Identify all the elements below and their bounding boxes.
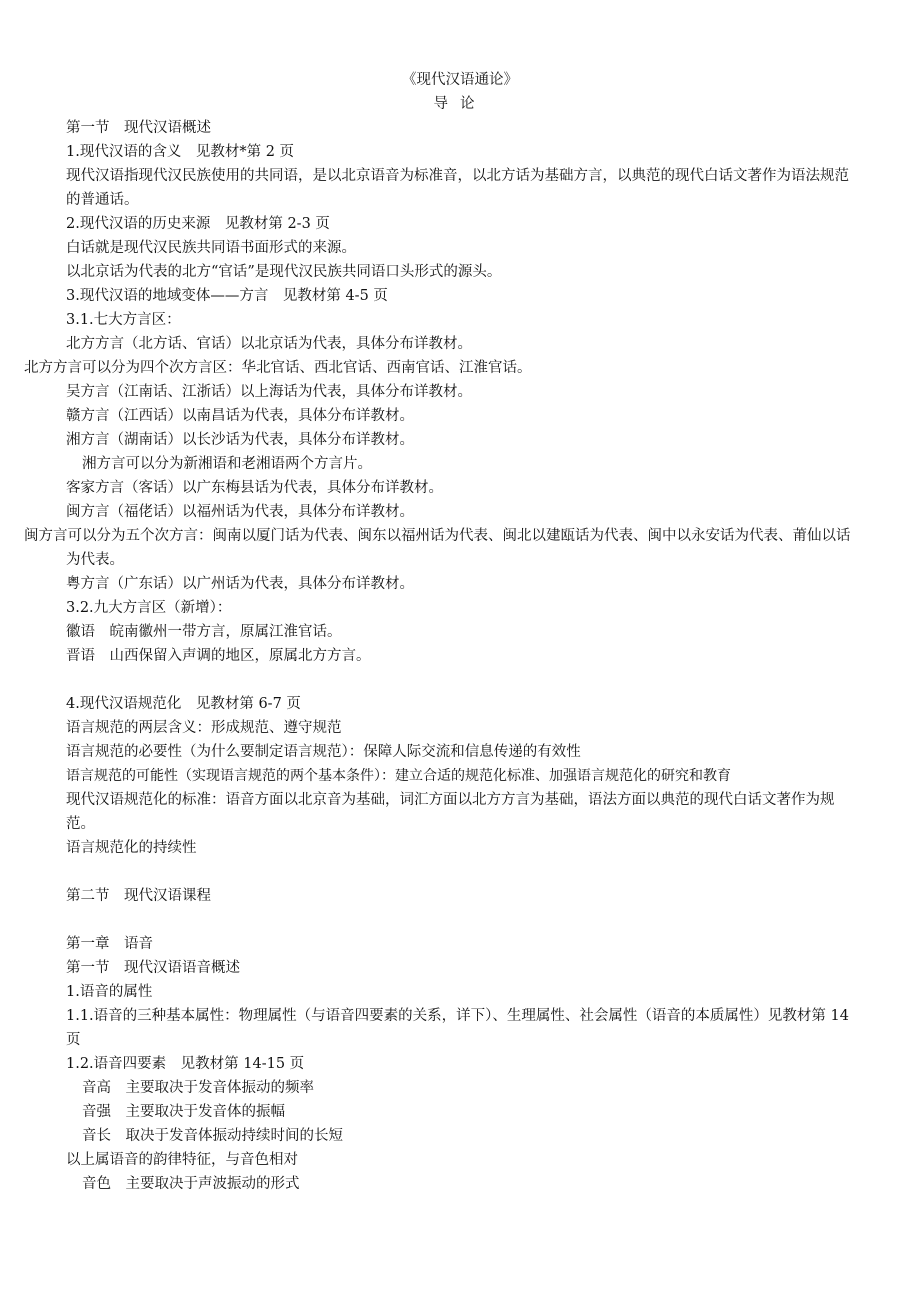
paragraph: 客家方言（客话）以广东梅县话为代表，具体分布详教材。 (66, 480, 443, 496)
paragraph: 语言规范的必要性（为什么要制定语言规范）：保障人际交流和信息传递的有效性 (66, 744, 581, 760)
paragraph: 晋语 山西保留入声调的地区，原属北方方言。 (66, 648, 371, 664)
paragraph: 白话就是现代汉民族共同语书面形式的来源。 (66, 240, 356, 256)
paragraph-hanging (24, 524, 858, 572)
item-heading: 1.现代汉语的含义 见教材*第 2 页 (66, 144, 295, 160)
paragraph: 闽方言（福佬话）以福州话为代表，具体分布详教材。 (66, 504, 414, 520)
paragraph: 音长 取决于发音体振动持续时间的长短 (82, 1128, 343, 1144)
paragraph: 赣方言（江西话）以南昌话为代表，具体分布详教材。 (66, 408, 414, 424)
paragraph: 音高 主要取决于发音体振动的频率 (82, 1080, 314, 1096)
item-heading: 4.现代汉语规范化 见教材第 6-7 页 (66, 696, 301, 712)
subitem-heading: 3.1.七大方言区： (66, 312, 181, 328)
paragraph: 以北京话为代表的北方“官话”是现代汉民族共同语口头形式的源头。 (66, 264, 502, 280)
paragraph: 音强 主要取决于发音体的振幅 (82, 1104, 285, 1120)
section-heading: 第二节 现代汉语课程 (66, 888, 211, 904)
paragraph: 语言规范的两层含义：形成规范、遵守规范 (66, 720, 342, 736)
paragraph: 现代汉语指现代汉民族使用的共同语，是以北京语音为标准音，以北方话为基础方言，以典范的现代白话文著作为语法规范的普通话。 (66, 168, 849, 208)
paragraph: 北方方言可以分为四个次方言区：华北官话、西北官话、西南官话、江淮官话。 (24, 360, 532, 376)
item-heading: 3.现代汉语的地域变体——方言 见教材第 4-5 页 (66, 288, 388, 304)
section-heading: 第一节 现代汉语语音概述 (66, 960, 240, 976)
paragraph: 北方方言（北方话、官话）以北京话为代表，具体分布详教材。 (66, 336, 472, 352)
paragraph: 吴方言（江南话、江浙话）以上海话为代表，具体分布详教材。 (66, 384, 472, 400)
section-heading: 第一节 现代汉语概述 (66, 120, 211, 136)
paragraph: 以上属语音的韵律特征，与音色相对 (66, 1152, 298, 1168)
paragraph: 语言规范化的持续性 (66, 840, 197, 856)
paragraph: 湘方言（湖南话）以长沙话为代表，具体分布详教材。 (66, 432, 414, 448)
item-heading: 1.语音的属性 (66, 984, 153, 1000)
document-subtitle: 导论 (433, 96, 487, 112)
paragraph: 湘方言可以分为新湘语和老湘语两个方言片。 (82, 456, 372, 472)
paragraph: 现代汉语规范化的标准：语音方面以北京音为基础，词汇方面以北方方言为基础，语法方面以典范的现代白话文著作为规范。 (66, 792, 835, 832)
paragraph-text: 闽方言可以分为五个次方言：闽南以厦门话为代表、闽东以福州话为代表、闽北以建瓯话为代表、闽中以永安话为代表、莆仙以话为代表。 (24, 528, 851, 568)
paragraph: 音色 主要取决于声波振动的形式 (82, 1176, 300, 1192)
subitem-heading: 1.2.语音四要素 见教材第 14-15 页 (66, 1056, 305, 1072)
paragraph: 语言规范的可能性（实现语言规范的两个基本条件）：建立合适的规范化标准、加强语言规范化的研究和教育 (66, 768, 731, 784)
subitem-heading: 3.2.九大方言区（新增）： (66, 600, 232, 616)
paragraph: 1.1.语音的三种基本属性：物理属性（与语音四要素的关系，详下）、生理属性、社会属性（语音的本质属性）见教材第 14 页 (66, 1008, 849, 1048)
paragraph: 粤方言（广东话）以广州话为代表，具体分布详教材。 (66, 576, 414, 592)
chapter-heading: 第一章 语音 (66, 936, 153, 952)
paragraph: 徽语 皖南徽州一带方言，原属江淮官话。 (66, 624, 342, 640)
document-title: 《现代汉语通论》 (402, 72, 518, 88)
item-heading: 2.现代汉语的历史来源 见教材第 2-3 页 (66, 216, 330, 232)
